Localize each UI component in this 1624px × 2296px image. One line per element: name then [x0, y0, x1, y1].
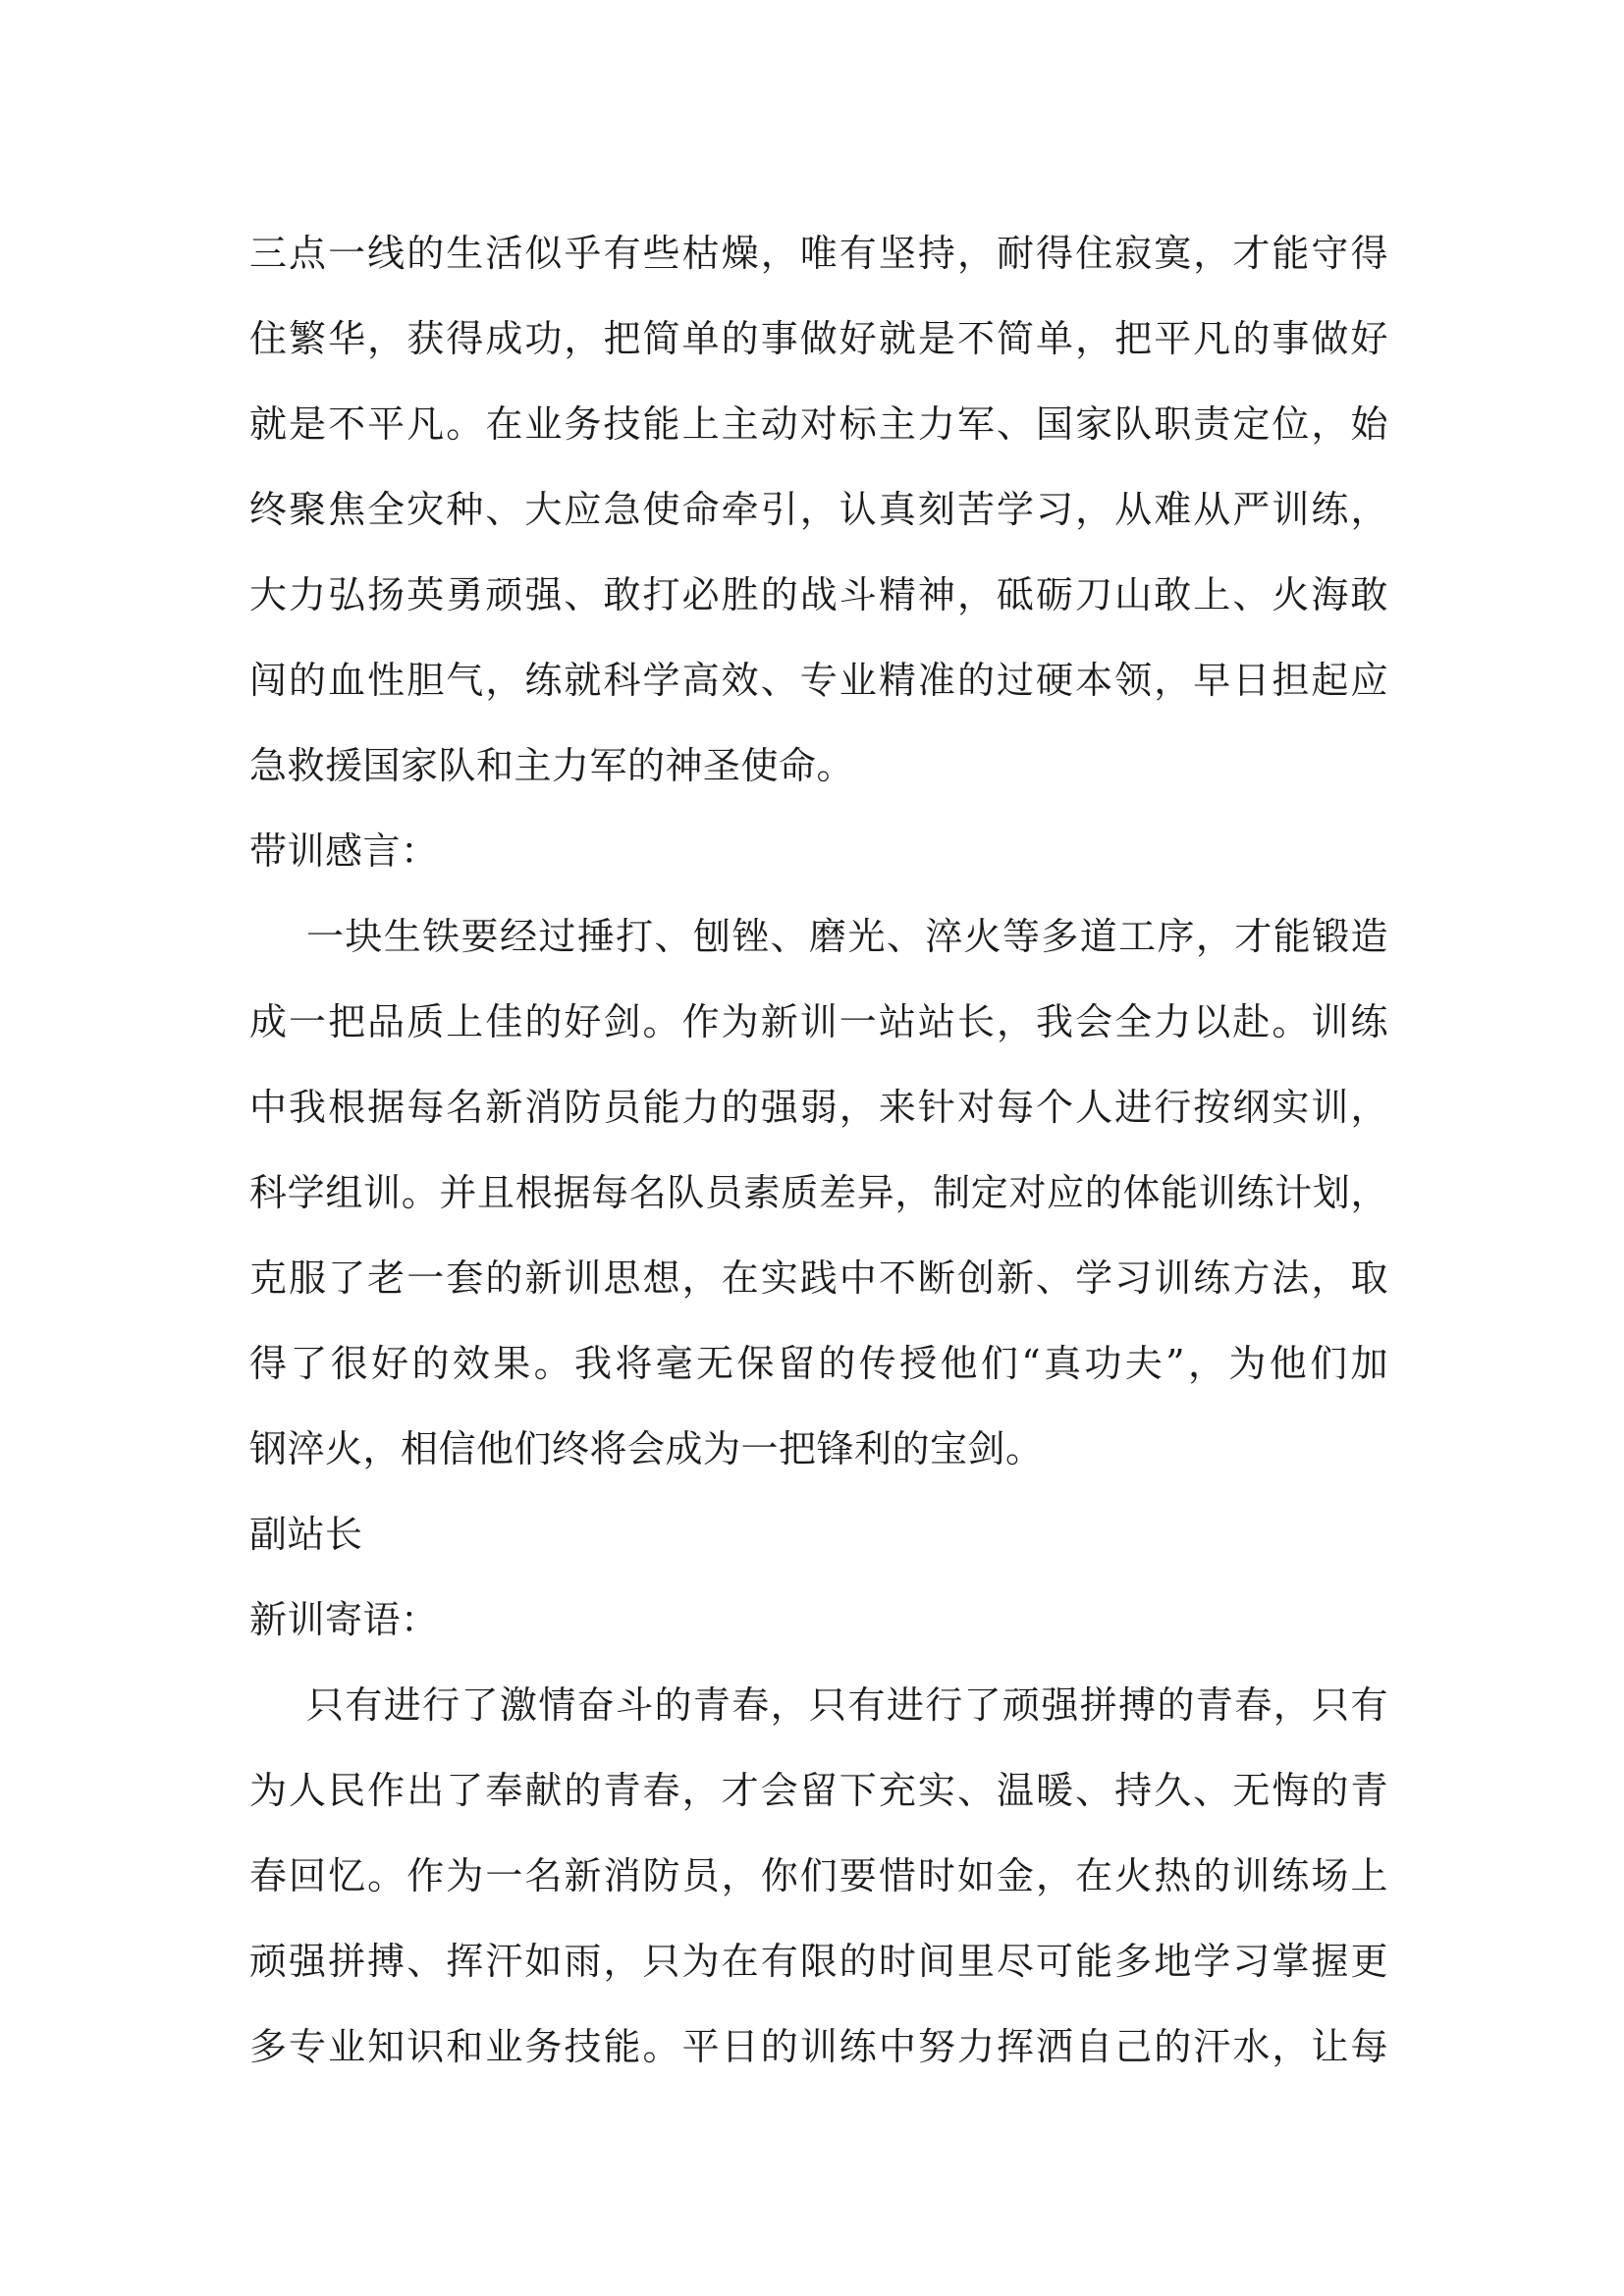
document-body	[249, 226, 1388, 2105]
section-heading: 带训感言：	[249, 829, 439, 873]
text-line: 得了很好的效果。我将毫无保留的传授他们“真功夫”，为他们加	[249, 1342, 1388, 1385]
text-line: 成一把品质上佳的好剑。作为新训一站站长，我会全力以赴。训练	[249, 1000, 1388, 1043]
text-line: 科学组训。并且根据每名队员素质差异，制定对应的体能训练计划，	[249, 1171, 1388, 1214]
text-line: 终聚焦全灾种、大应急使命牵引，认真刻苦学习，从难从严训练，	[249, 488, 1388, 531]
text-line: 为人民作出了奉献的青春，才会留下充实、温暖、持久、无悔的青	[249, 1769, 1388, 1812]
text-line: 住繁华，获得成功，把简单的事做好就是不简单，把平凡的事做好	[249, 317, 1388, 360]
text-line: 急救援国家队和主力军的神圣使命。	[249, 744, 855, 787]
text-line: 中我根据每名新消防员能力的强弱，来针对每个人进行按纲实训，	[249, 1086, 1388, 1129]
section-heading: 新训寄语：	[249, 1598, 439, 1641]
text-line: 只有进行了激情奋斗的青春，只有进行了顽强拼搏的青春，只有	[306, 1683, 1388, 1727]
text-line: 闯的血性胆气，练就科学高效、专业精准的过硬本领，早日担起应	[249, 659, 1388, 702]
text-line: 大力弘扬英勇顽强、敢打必胜的战斗精神，砥砺刀山敢上、火海敢	[249, 573, 1388, 616]
text-line: 克服了老一套的新训思想，在实践中不断创新、学习训练方法，取	[249, 1256, 1388, 1300]
text-line: 三点一线的生活似乎有些枯燥，唯有坚持，耐得住寂寞，才能守得	[249, 232, 1388, 275]
text-line: 多专业知识和业务技能。平日的训练中努力挥洒自己的汗水，让每	[249, 2025, 1388, 2068]
text-line: 钢淬火，相信他们终将会成为一把锋利的宝剑。	[249, 1427, 1044, 1470]
text-line: 一块生铁要经过捶打、刨锉、磨光、淬火等多道工序，才能锻造	[306, 915, 1388, 958]
text-line: 顽强拼搏、挥汗如雨，只为在有限的时间里尽可能多地学习掌握更	[249, 1940, 1388, 1983]
text-line: 春回忆。作为一名新消防员，你们要惜时如金，在火热的训练场上	[249, 1854, 1388, 1897]
text-line: 就是不平凡。在业务技能上主动对标主力军、国家队职责定位，始	[249, 402, 1388, 446]
role-heading: 副站长	[249, 1513, 363, 1556]
